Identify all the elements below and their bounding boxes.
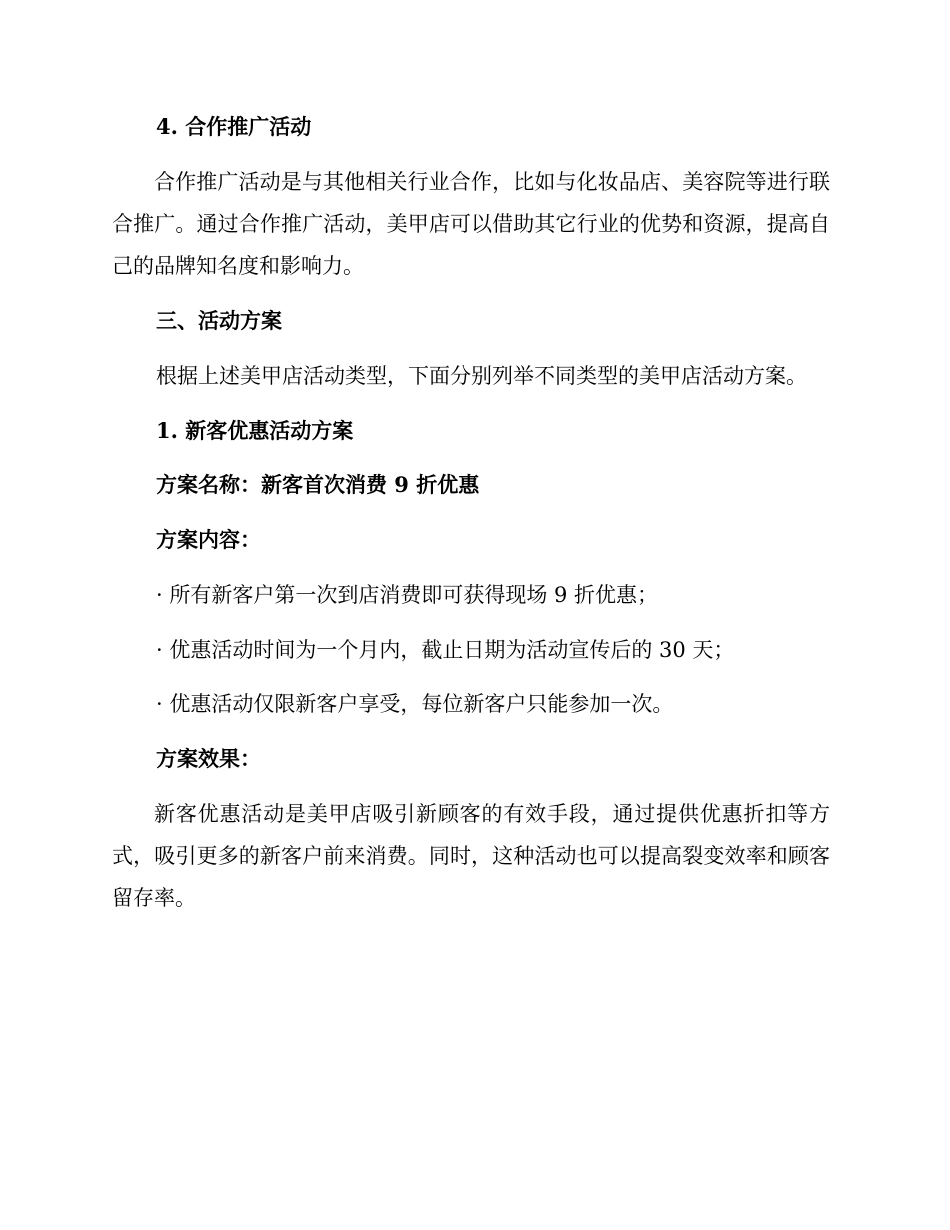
plan-content-label: 方案内容： [156,527,261,552]
plan-name: 方案名称：新客首次消费 9 折优惠 [156,472,480,497]
section-4-paragraph: 合作推广活动是与其他相关行业合作，比如与化妆品店、美容院等进行联合推广。通过合作推广活动，美甲店可以借助其它行业的优势和资源，提高自己的品牌知名度和影响力。 [112,170,830,278]
section-4-heading: 4. 合作推广活动 [156,114,312,139]
plan-content-item: · 优惠活动仅限新客户享受，每位新客户只能参加一次。 [156,692,674,716]
plan-content-item: · 所有新客户第一次到店消费即可获得现场 9 折优惠； [156,583,659,607]
plan-effect-label: 方案效果： [156,746,261,771]
section-3-intro: 根据上述美甲店活动类型，下面分别列举不同类型的美甲店活动方案。 [156,364,807,388]
plan-content-item: · 优惠活动时间为一个月内，截止日期为活动宣传后的 30 天； [156,638,735,662]
section-3-heading: 三、活动方案 [156,308,282,333]
plan-1-heading: 1. 新客优惠活动方案 [156,418,354,443]
plan-effect-paragraph: 新客优惠活动是美甲店吸引新顾客的有效手段，通过提供优惠折扣等方式，吸引更多的新客户前来消费。同时，这种活动也可以提高裂变效率和顾客留存率。 [112,802,830,910]
